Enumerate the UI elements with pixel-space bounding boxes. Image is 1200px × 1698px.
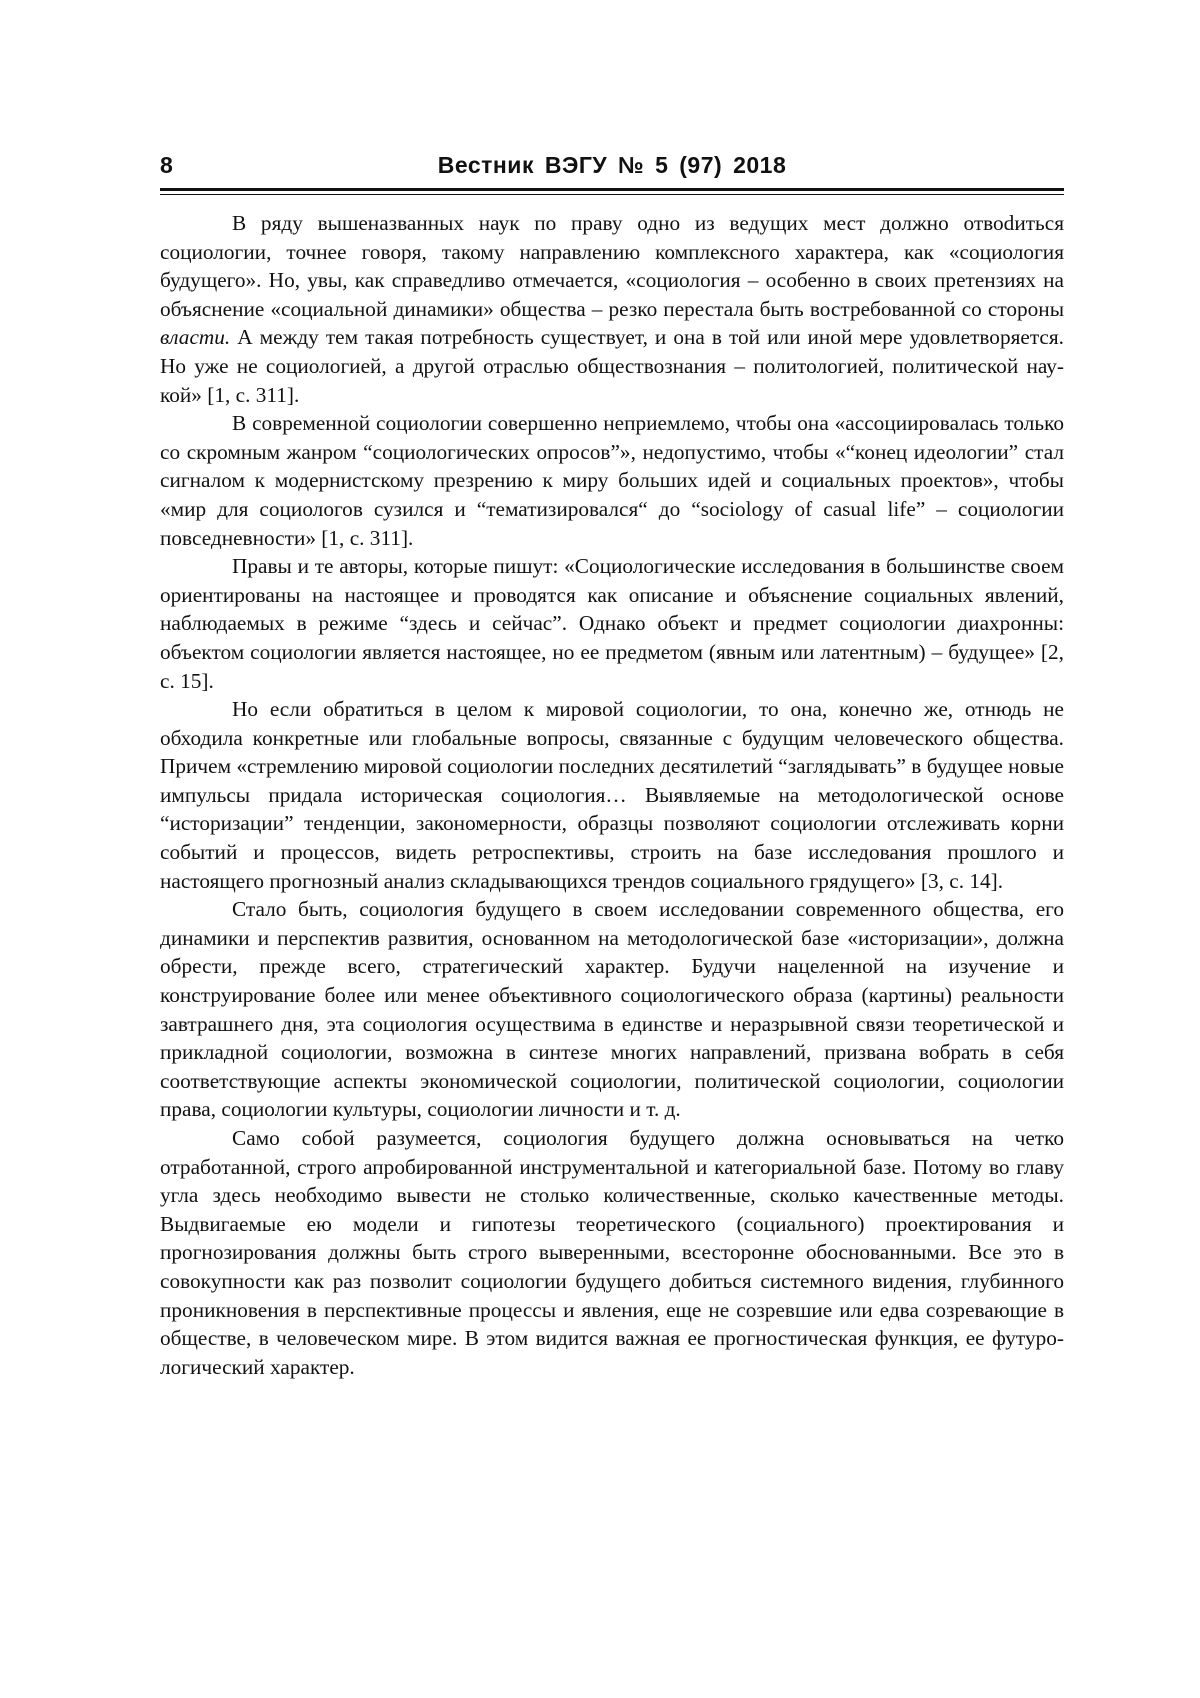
paragraph-1 — [160, 209, 1064, 409]
paragraph-2: В современной социологии совершенно неприемлемо, чтобы она «ассоциировалась только со скромным жанром “социологических опросов”», недопустимо, чтобы «“конец идеологии” стал сигналом к модернистскому презрению к миру больших идей и социальных проектов», чтобы «мир для социологов сузился и “тематизировался“ до “sociology of casual life” – социологии повседневности» [1, с. 311]. — [160, 411, 1064, 550]
article-body — [160, 209, 1064, 1381]
header-rule-thin — [160, 194, 1064, 195]
running-header — [160, 150, 1064, 180]
paragraph-4: Но если обратиться в целом к мировой социологии, то она, конечно же, отнюдь не обходила конкретные или глобальные вопросы, связанные с будущим человеческого общества. Причем «стремлению мировой социологии последних десятилетий “заглядывать” в будущее новые импульсы придала историческая социология… Выявляемые на методологической основе “историзации” тенденции, закономерности, образцы позволяют социологии отслеживать корни событий и процессов, видеть ретроспективы, строить на базе исследования прошлого и настоящего прогнозный анализ складывающихся трендов социального грядущего» [3, с. 14]. — [160, 697, 1064, 893]
paragraph-6: Само собой разумеется, социология будущего должна основываться на четко отработанной, строго апробированной инструментальной и категориальной базе. Потому во главу угла здесь необходимо вывести не столько количественные, сколько качественные методы. Выдвигаемые ею модели и гипотезы теоретического (социального) проектирования и прогнозирования должны быть строго выверенными, всесторонне обоснованными. Все это в совокупности как раз позволит социологии будущего добиться системного видения, глубинного проникновения в перспективные процессы и явления, еще не созревшие или едва созревающие в обществе, в человеческом мире. В этом видится важная ее прогностическая функция, ее футурологический характер. — [160, 1126, 1064, 1379]
paragraph-5: Стало быть, социология будущего в своем исследовании современного общества, его динамики и перспектив развития, основанном на методологической базе «историзации», должна обрести, прежде всего, стратегический характер. Будучи нацеленной на изучение и конструирование более или менее объективного социологического образа (картины) реальности завтрашнего дня, эта социология осуществима в единстве и неразрывной связи теоретической и прикладной социологии, возможна в синтезе многих направлений, призвана вобрать в себя соответствующие аспекты экономической социологии, политической социологии, социологии права, социологии культуры, социологии личности и т. д. — [160, 897, 1064, 1122]
paragraph-1-text-after: А между тем такая потребность существует, и она в той или иной мере удовлетворяется. Но уже не социологией, а другой отраслью обществознания – политологией, политической наукой» [1, с. 311]. — [160, 325, 1064, 407]
journal-title: Вестник ВЭГУ № 5 (97) 2018 — [437, 152, 787, 178]
paragraph-3: Правы и те авторы, которые пишут: «Социологические исследования в большинстве своем ориентированы на настоящее и проводятся как описание и объяснение социальных явлений, наблюдаемых в режиме “здесь и сейчас”. Однако объект и предмет социологии диахронны: объектом социологии является настоящее, но ее предметом (явным или латентным) – будущее» [2, с. 15]. — [160, 554, 1064, 693]
header-rule-thick — [160, 188, 1064, 191]
page-number: 8 — [160, 152, 173, 178]
paragraph-1-emphasis: власти. — [160, 325, 231, 350]
paragraph-1-text-before: В ряду вышеназванных наук по праву одно из ведущих мест должно отвоdиться социологии, точнее говоря, такому направлению комплексного характера, как «социология будущего». Но, увы, как справедливо отмечается, «социология – особенно в своих претензиях на объяснение «социальной динамики» общества – резко перестала быть востребованной со стороны — [160, 211, 1064, 321]
